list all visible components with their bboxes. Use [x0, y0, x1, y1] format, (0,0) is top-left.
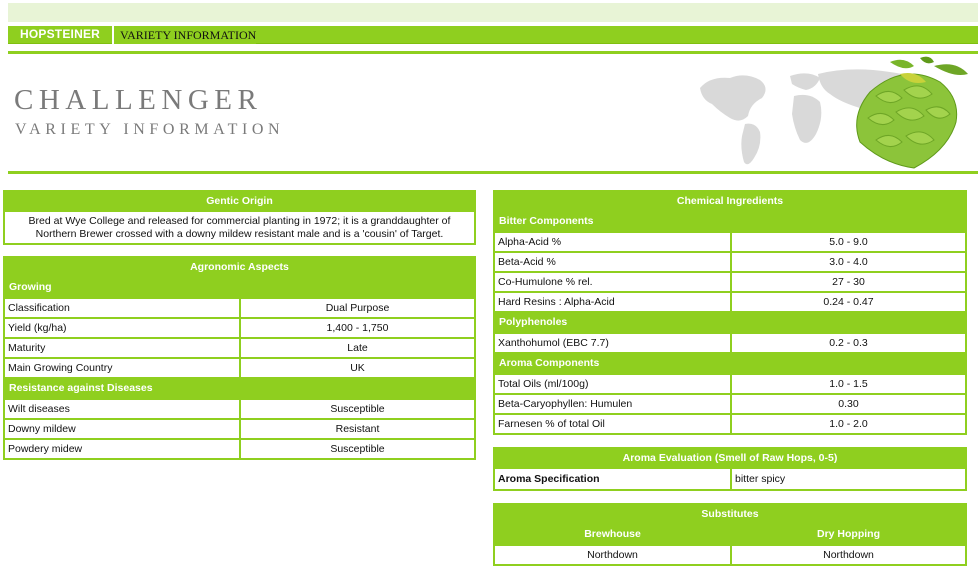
agronomic-panel	[3, 256, 476, 460]
row-value: Resistant	[241, 420, 474, 438]
row-value: 3.0 - 4.0	[732, 253, 965, 271]
variety-subtitle: VARIETY INFORMATION	[15, 121, 285, 138]
row-value: 0.30	[732, 395, 965, 413]
genetic-origin-text: Bred at Wye College and released for commercial planting in 1972; it is a granddaughter of Northern Brewer crossed with a downy mildew resistant male and is a 'cousin' of Target.	[5, 212, 474, 243]
bitter-heading: Bitter Components	[495, 212, 965, 231]
brewhouse-heading: Brewhouse	[495, 525, 730, 544]
table-row	[5, 440, 474, 458]
table-row	[495, 395, 965, 413]
row-label: Alpha-Acid %	[495, 233, 730, 251]
row-label: Farnesen % of total Oil	[495, 415, 730, 433]
row-value: 0.2 - 0.3	[732, 334, 965, 352]
row-label: Maturity	[5, 339, 239, 357]
aroma-components-heading: Aroma Components	[495, 354, 965, 373]
row-label: Total Oils (ml/100g)	[495, 375, 730, 393]
substitutes-header-row	[495, 525, 965, 544]
brand-subtitle: VARIETY INFORMATION	[112, 26, 256, 44]
table-row	[495, 415, 965, 433]
hop-cone-icon	[830, 52, 978, 174]
row-label: Downy mildew	[5, 420, 239, 438]
row-value: Late	[241, 339, 474, 357]
row-value: 27 - 30	[732, 273, 965, 291]
growing-heading: Growing	[5, 278, 474, 297]
row-value: 1,400 - 1,750	[241, 319, 474, 337]
chemical-panel	[493, 190, 967, 435]
top-band	[8, 3, 978, 22]
table-row	[5, 400, 474, 418]
row-label: Beta-Acid %	[495, 253, 730, 271]
row-value: 5.0 - 9.0	[732, 233, 965, 251]
substitutes-title: Substitutes	[701, 508, 759, 520]
genetic-origin-panel	[3, 190, 476, 245]
row-value: Dual Purpose	[241, 299, 474, 317]
brewhouse-value: Northdown	[495, 546, 730, 564]
table-row	[495, 233, 965, 251]
row-label: Powdery midew	[5, 440, 239, 458]
agronomic-title: Agronomic Aspects	[190, 261, 289, 273]
table-row	[495, 253, 965, 271]
substitutes-panel	[493, 503, 967, 566]
dry-hopping-value: Northdown	[732, 546, 965, 564]
aroma-evaluation-panel	[493, 447, 967, 491]
row-label: Hard Resins : Alpha-Acid	[495, 293, 730, 311]
aroma-evaluation-title: Aroma Evaluation (Smell of Raw Hops, 0-5)	[622, 452, 838, 464]
row-value: Susceptible	[241, 440, 474, 458]
table-row	[5, 319, 474, 337]
row-label: Beta-Caryophyllen: Humulen	[495, 395, 730, 413]
row-value: UK	[241, 359, 474, 377]
row-value: 0.24 - 0.47	[732, 293, 965, 311]
row-label: Classification	[5, 299, 239, 317]
table-row	[495, 293, 965, 311]
hero-divider	[8, 171, 978, 174]
aroma-spec-label: Aroma Specification	[495, 469, 730, 489]
resistance-heading: Resistance against Diseases	[5, 379, 474, 398]
table-row	[495, 375, 965, 393]
brand-bar	[8, 26, 978, 44]
brand-name[interactable]: HOPSTEINER	[20, 27, 101, 41]
row-value: Susceptible	[241, 400, 474, 418]
table-row	[5, 299, 474, 317]
table-row	[495, 334, 965, 352]
dry-hopping-heading: Dry Hopping	[732, 525, 965, 544]
table-row	[5, 420, 474, 438]
aroma-spec-value: bitter spicy	[732, 469, 965, 489]
row-label: Co-Humulone % rel.	[495, 273, 730, 291]
row-label: Yield (kg/ha)	[5, 319, 239, 337]
variety-title: CHALLENGER	[14, 84, 263, 116]
row-value: 1.0 - 1.5	[732, 375, 965, 393]
row-label: Xanthohumol (EBC 7.7)	[495, 334, 730, 352]
table-row	[5, 339, 474, 357]
row-label: Wilt diseases	[5, 400, 239, 418]
row-value: 1.0 - 2.0	[732, 415, 965, 433]
chemical-title: Chemical Ingredients	[676, 195, 784, 207]
table-row	[495, 546, 965, 564]
table-row	[495, 469, 965, 489]
genetic-origin-title: Gentic Origin	[206, 195, 273, 207]
table-row	[5, 359, 474, 377]
row-label: Main Growing Country	[5, 359, 239, 377]
polyphenoles-heading: Polyphenoles	[495, 313, 965, 332]
table-row	[495, 273, 965, 291]
